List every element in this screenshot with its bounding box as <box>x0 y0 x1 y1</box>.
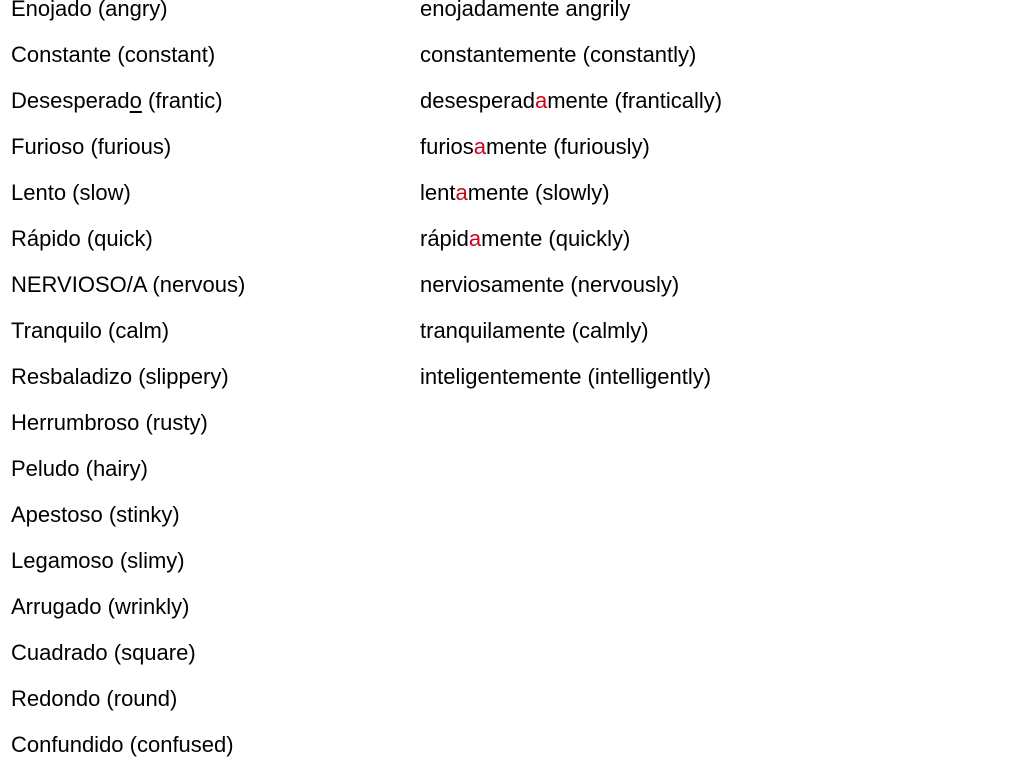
adverb-ending-highlight: a <box>468 226 482 251</box>
adverb-stem: rápid <box>420 226 469 251</box>
adjective-item: NERVIOSO/A (nervous) <box>11 272 246 297</box>
adverb-list <box>420 0 722 400</box>
adjective-item: Constante (constant) <box>11 42 216 67</box>
adverb-item <box>420 170 722 216</box>
adverb-rest: mente (furiously) <box>486 134 650 159</box>
adverb-item <box>420 308 722 354</box>
adverb-rest: mente (slowly) <box>467 180 610 205</box>
adjective-item: Resbaladizo (slippery) <box>11 364 229 389</box>
adverb-stem: nerviosamente (nervously) <box>420 272 680 297</box>
adverb-item <box>420 32 722 78</box>
adverb-item <box>420 354 722 400</box>
adverb-item <box>420 216 722 262</box>
adverb-stem: enojadamente angrily <box>420 0 631 21</box>
adverb-item <box>420 124 722 170</box>
adjective-item-desesperado <box>11 78 245 124</box>
adjective-list <box>11 0 245 768</box>
adjective-item: Tranquilo (calm) <box>11 318 170 343</box>
adjective-item: Herrumbroso (rusty) <box>11 410 208 435</box>
adjective-item: Redondo (round) <box>11 686 178 711</box>
adjective-ending-underlined: o <box>129 88 142 113</box>
adjective-translation: (frantic) <box>141 88 223 113</box>
adjective-item: Furioso (furious) <box>11 134 172 159</box>
adverb-stem: constantemente (constantly) <box>420 42 697 67</box>
adjective-item: Lento (slow) <box>11 180 131 205</box>
adjective-item: Legamoso (slimy) <box>11 548 185 573</box>
adverb-rest: mente (quickly) <box>481 226 631 251</box>
adverb-item <box>420 0 722 32</box>
adverb-stem: tranquilamente (calmly) <box>420 318 649 343</box>
adjective-item: Apestoso (stinky) <box>11 502 180 527</box>
adjective-item: Confundido (confused) <box>11 732 234 757</box>
adverb-stem: inteligentemente (intelligently) <box>420 364 712 389</box>
adjective-stem: Desesperad <box>11 88 130 113</box>
adverb-stem: lent <box>420 180 456 205</box>
adverb-ending-highlight: a <box>473 134 487 159</box>
adverb-item <box>420 262 722 308</box>
adjective-item: Rápido (quick) <box>11 226 153 251</box>
adjective-item: Arrugado (wrinkly) <box>11 594 190 619</box>
adjective-item: Cuadrado (square) <box>11 640 196 665</box>
adverb-stem: desesperad <box>420 88 535 113</box>
adjective-item: Peludo (hairy) <box>11 456 148 481</box>
adverb-item <box>420 78 722 124</box>
adverb-ending-highlight: a <box>534 88 548 113</box>
adverb-stem: furios <box>420 134 474 159</box>
adverb-ending-highlight: a <box>455 180 468 205</box>
adverb-rest: mente (frantically) <box>547 88 723 113</box>
adjective-item: Enojado (angry) <box>11 0 168 21</box>
